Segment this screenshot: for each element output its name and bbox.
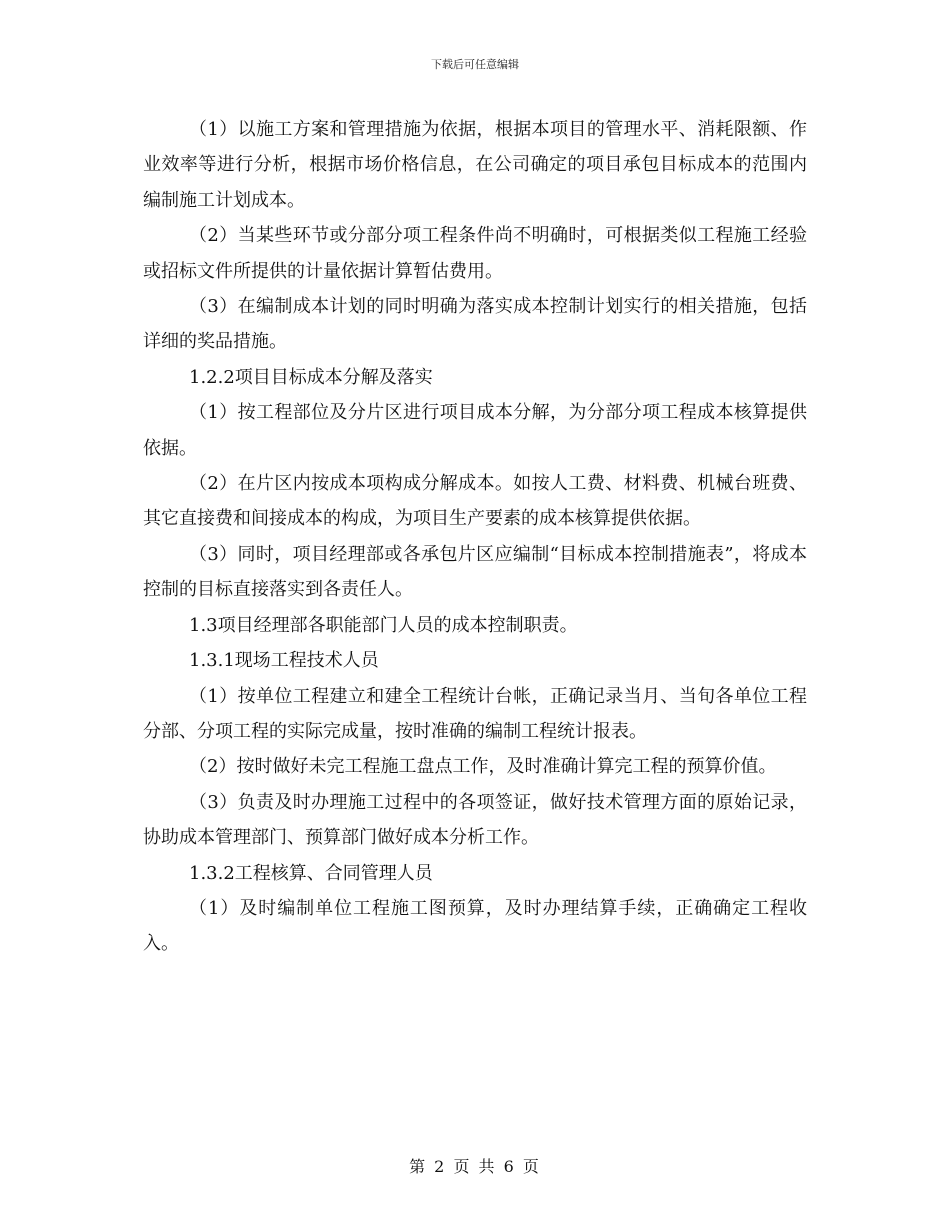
paragraph: （2）当某些环节或分部分项工程条件尚不明确时，可根据类似工程施工经验或招标文件所提供的计量依据计算暂估费用。 <box>143 225 807 282</box>
section-heading: 1.3.1现场工程技术人员 <box>189 650 379 672</box>
paragraph: （1）及时编制单位工程施工图预算，及时办理结算手续，正确确定工程收入。 <box>143 897 807 955</box>
section-heading: 1.2.2项目目标成本分解及落实 <box>189 366 433 388</box>
page-header: 下载后可任意编辑 <box>431 58 519 71</box>
paragraph: （1）按单位工程建立和建全工程统计台帐，正确记录当月、当旬各单位工程分部、分项工程的实际完成量，按时准确的编制工程统计报表。 <box>143 685 807 742</box>
paragraph: （3）同时，项目经理部或各承包片区应编制“目标成本控制措施表”，将成本控制的目标直接落实到各责任人。 <box>143 543 807 601</box>
paragraph: （1）以施工方案和管理措施为依据，根据本项目的管理水平、消耗限额、作业效率等进行分析，根据市场价格信息，在公司确定的项目承包目标成本的范围内编制施工计划成本。 <box>143 119 807 211</box>
paragraph: （3）在编制成本计划的同时明确为落实成本控制计划实行的相关措施，包括详细的奖品措施。 <box>143 296 807 353</box>
paragraph: （2）在片区内按成本项构成分解成本。如按人工费、材料费、机械台班费、其它直接费和间接成本的构成，为项目生产要素的成本核算提供依据。 <box>143 473 807 530</box>
paragraph: （2）按时做好未完工程施工盘点工作，及时准确计算完工程的预算价值。 <box>189 756 777 778</box>
section-heading: 1.3项目经理部各职能部门人员的成本控制职责。 <box>189 614 578 636</box>
document-body <box>143 112 807 962</box>
paragraph: （3）负责及时办理施工过程中的各项签证，做好技术管理方面的原始记录，协助成本管理部门、预算部门做好成本分析工作。 <box>143 791 807 849</box>
paragraph: （1）按工程部位及分片区进行项目成本分解，为分部分项工程成本核算提供依据。 <box>143 402 807 459</box>
page-footer: 第 2 页 共 6 页 <box>409 1157 541 1176</box>
section-heading: 1.3.2工程核算、合同管理人员 <box>189 862 433 884</box>
